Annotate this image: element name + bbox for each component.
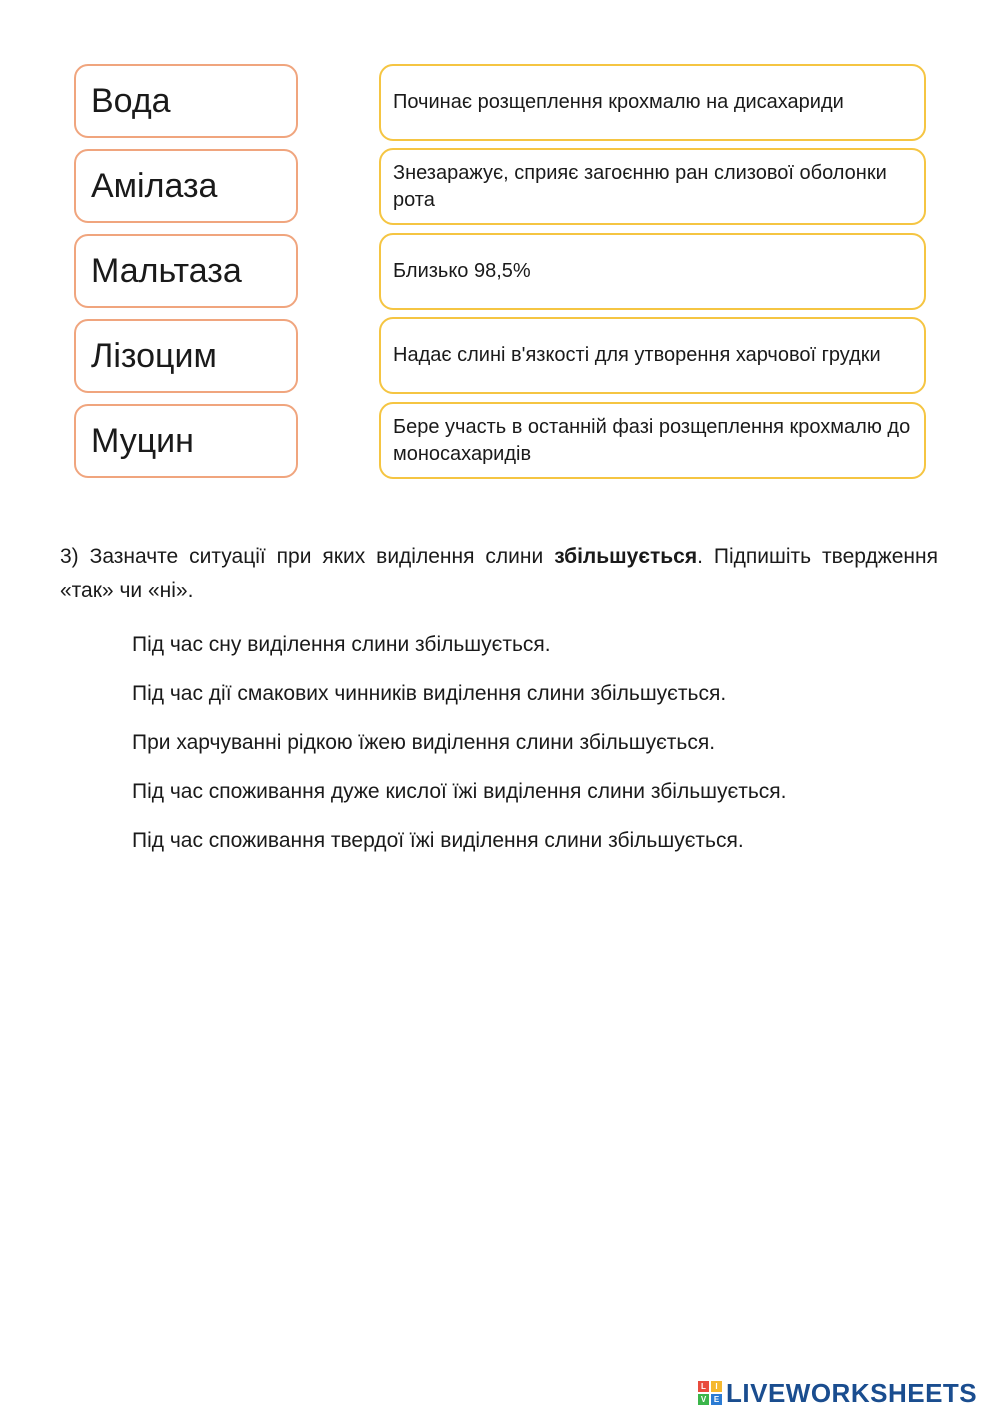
- term-box-mucin[interactable]: [74, 404, 298, 478]
- statement-list: [132, 620, 972, 865]
- definition-box[interactable]: [379, 317, 926, 394]
- definition-text: Близько 98,5%: [393, 260, 531, 282]
- liveworksheets-logo: [698, 1378, 977, 1408]
- definition-box[interactable]: [379, 148, 926, 225]
- statement-item: Під час споживання дуже кислої їжі виділення слини збільшується.: [132, 780, 787, 803]
- term-box-water[interactable]: [74, 64, 298, 138]
- question-suffix: . Підпишіть твердження «так» чи «ні».: [60, 545, 938, 602]
- question-emphasis: збільшується: [554, 545, 698, 568]
- definition-text: Починає розщеплення крохмалю на дисахариди: [393, 91, 844, 113]
- logo-mark-letter: I: [711, 1381, 722, 1392]
- logo-mark-icon: [698, 1381, 722, 1405]
- definition-text: Бере участь в останній фазі розщеплення крохмалю до моносахаридів: [393, 415, 911, 465]
- statement-item: Під час сну виділення слини збільшується.: [132, 633, 551, 656]
- definition-text: Надає слині в'язкості для утворення харчової грудки: [393, 344, 881, 366]
- statement-item: При харчуванні рідкою їжею виділення слини збільшується.: [132, 731, 716, 754]
- statement-item: Під час дії смакових чинників виділення слини збільшується.: [132, 682, 727, 705]
- question-3-text: [60, 540, 938, 608]
- definition-box[interactable]: [379, 233, 926, 310]
- term-label: Муцин: [91, 421, 194, 460]
- term-box-maltase[interactable]: [74, 234, 298, 308]
- term-box-lysozyme[interactable]: [74, 319, 298, 393]
- logo-mark-letter: L: [698, 1381, 709, 1392]
- logo-mark-letter: V: [698, 1394, 709, 1405]
- statement-item: Під час споживання твердої їжі виділення слини збільшується.: [132, 829, 744, 852]
- definition-box[interactable]: [379, 402, 926, 479]
- logo-mark-letter: E: [711, 1394, 722, 1405]
- term-box-amylase[interactable]: [74, 149, 298, 223]
- definition-text: Знезаражує, сприяє загоєнню ран слизової оболонки рота: [393, 161, 887, 211]
- logo-text: LIVEWORKSHEETS: [726, 1377, 978, 1408]
- term-label: Лізоцим: [91, 336, 217, 375]
- term-label: Вода: [91, 81, 171, 120]
- term-label: Мальтаза: [91, 251, 242, 290]
- definition-box[interactable]: [379, 64, 926, 141]
- question-prefix: 3) Зазначте ситуації при яких виділення слини: [60, 545, 555, 568]
- term-label: Амілаза: [91, 166, 218, 205]
